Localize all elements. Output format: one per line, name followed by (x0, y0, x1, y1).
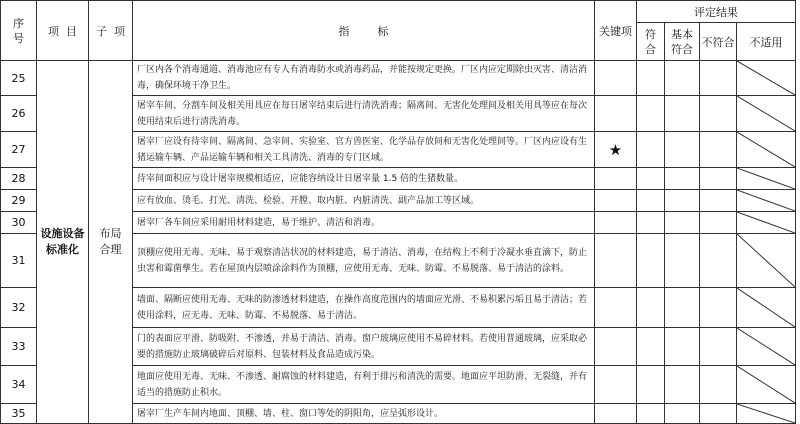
sub-item-cell: 布局 合理 (89, 61, 133, 424)
key-cell (595, 328, 637, 366)
indicator-text: 应有放血、烫毛、打光、清洗、检验、开膛、取内脏、内脏清洗、副产品加工等区域。 (133, 190, 595, 212)
indicator-text: 顶棚应使用无毒、无味、易于观察清洁状况的材料建造，易于清洁、消毒，在结构上不利于冷凝水垂直滴下，防止虫害和霉菌孳生。若在屋顶内层喷涂涂料作为顶棚，应使用无毒、无味、防霉、不易脱落、易于清洁的涂料。 (133, 234, 595, 288)
nonconform-cell[interactable] (700, 234, 737, 288)
row-number: 28 (1, 168, 37, 190)
item-cell: 设施设备 标准化 (37, 61, 89, 424)
header-key: 关键项 (595, 1, 637, 61)
conform-cell[interactable] (637, 96, 665, 132)
row-number: 27 (1, 132, 37, 168)
row-number: 33 (1, 328, 37, 366)
diagonal-line-icon (737, 132, 795, 167)
diagonal-line-icon (737, 212, 795, 233)
basic-conform-cell[interactable] (665, 212, 700, 234)
row-number: 29 (1, 190, 37, 212)
basic-conform-cell[interactable] (665, 404, 700, 424)
diagonal-line-icon (737, 190, 795, 211)
nonconform-cell[interactable] (700, 168, 737, 190)
basic-conform-cell[interactable] (665, 288, 700, 328)
conform-cell[interactable] (637, 132, 665, 168)
conform-cell[interactable] (637, 328, 665, 366)
indicator-text: 屠宰厂应设有待宰间、隔离间、急宰间、实验室、官方兽医室、化学品存放间和无害化处理间等。厂区内应设有生猪运输车辆、产品运输车辆和相关工具清洗、消毒的专门区域。 (133, 132, 595, 168)
header-eval: 评定结果 (637, 1, 796, 23)
conform-cell[interactable] (637, 288, 665, 328)
key-cell (595, 212, 637, 234)
indicator-text: 屠宰车间、分割车间及相关用具应在每日屠宰结束后进行清洗消毒；隔离间、无害化处理间及相关用具等应在每次使用结束后进行清洗消毒。 (133, 96, 595, 132)
nonconform-cell[interactable] (700, 366, 737, 404)
row-number: 30 (1, 212, 37, 234)
nonconform-cell[interactable] (700, 61, 737, 96)
nonconform-cell[interactable] (700, 212, 737, 234)
nonconform-cell[interactable] (700, 404, 737, 424)
conform-cell[interactable] (637, 404, 665, 424)
row-number: 25 (1, 61, 37, 96)
na-cell[interactable] (737, 132, 796, 168)
basic-conform-cell[interactable] (665, 366, 700, 404)
nonconform-cell[interactable] (700, 328, 737, 366)
basic-conform-cell[interactable] (665, 132, 700, 168)
key-cell (595, 190, 637, 212)
header-seq: 序 号 (1, 1, 37, 61)
diagonal-line-icon (737, 61, 795, 95)
key-cell (595, 96, 637, 132)
nonconform-cell[interactable] (700, 96, 737, 132)
nonconform-cell[interactable] (700, 288, 737, 328)
key-cell (595, 404, 637, 424)
key-cell (595, 366, 637, 404)
indicator-text: 屠宰厂各车间应采用耐用材料建造，易于维护、清洁和消毒。 (133, 212, 595, 234)
basic-conform-cell[interactable] (665, 61, 700, 96)
key-cell (595, 234, 637, 288)
na-cell[interactable] (737, 190, 796, 212)
conform-cell[interactable] (637, 234, 665, 288)
diagonal-line-icon (737, 96, 795, 131)
conform-cell[interactable] (637, 61, 665, 96)
na-cell[interactable] (737, 366, 796, 404)
basic-conform-cell[interactable] (665, 96, 700, 132)
key-cell (595, 288, 637, 328)
header-conform: 符 合 (637, 23, 665, 61)
conform-cell[interactable] (637, 168, 665, 190)
diagonal-line-icon (737, 168, 795, 189)
indicator-text: 门的表面应平滑、防吸附、不渗透，并易于清洁、消毒。窗户玻璃应使用不易碎材料。若使用普通玻璃，应采取必要的措施防止玻璃破碎后对原料、包装材料及食品造成污染。 (133, 328, 595, 366)
na-cell[interactable] (737, 168, 796, 190)
basic-conform-cell[interactable] (665, 190, 700, 212)
header-indicator: 指 标 (133, 1, 595, 61)
nonconform-cell[interactable] (700, 132, 737, 168)
basic-conform-cell[interactable] (665, 234, 700, 288)
diagonal-line-icon (737, 288, 795, 327)
header-na: 不适用 (737, 23, 796, 61)
basic-conform-cell[interactable] (665, 168, 700, 190)
row-number: 31 (1, 234, 37, 288)
header-basic: 基本 符合 (665, 23, 700, 61)
nonconform-cell[interactable] (700, 190, 737, 212)
header-item: 项 目 (37, 1, 89, 61)
row-number: 32 (1, 288, 37, 328)
key-star-icon: ★ (595, 132, 637, 168)
indicator-text: 待宰间面积应与设计屠宰规模相适应，应能容纳设计日屠宰量 1.5 倍的生猪数量。 (133, 168, 595, 190)
key-cell (595, 168, 637, 190)
na-cell[interactable] (737, 61, 796, 96)
na-cell[interactable] (737, 288, 796, 328)
conform-cell[interactable] (637, 366, 665, 404)
key-cell (595, 61, 637, 96)
diagonal-line-icon (737, 328, 795, 365)
indicator-text: 屠宰厂生产车间内地面、顶棚、墙、柱、窗口等处的阴阳角，应呈弧形设计。 (133, 404, 595, 424)
na-cell[interactable] (737, 96, 796, 132)
row-number: 34 (1, 366, 37, 404)
indicator-text: 地面应使用无毒、无味、不渗透、耐腐蚀的材料建造，有利于排污和清洗的需要。地面应平坦防滑、无裂缝，并有适当的措施防止积水。 (133, 366, 595, 404)
header-sub: 子 项 (89, 1, 133, 61)
row-number: 35 (1, 404, 37, 424)
row-number: 26 (1, 96, 37, 132)
basic-conform-cell[interactable] (665, 328, 700, 366)
conform-cell[interactable] (637, 190, 665, 212)
diagonal-line-icon (737, 234, 795, 287)
na-cell[interactable] (737, 328, 796, 366)
na-cell[interactable] (737, 234, 796, 288)
conform-cell[interactable] (637, 212, 665, 234)
header-nonconform: 不符合 (700, 23, 737, 61)
diagonal-line-icon (737, 366, 795, 403)
na-cell[interactable] (737, 212, 796, 234)
na-cell[interactable] (737, 404, 796, 424)
indicator-text: 厂区内各个消毒通道、消毒池应有专人有消毒防水或消毒药品，并能按规定更换。厂区内应定期除虫灭害、清洁消毒，确保环境干净卫生。 (133, 61, 595, 96)
diagonal-line-icon (737, 404, 795, 423)
table-row (1, 61, 796, 96)
indicator-text: 墙面、隔断应使用无毒、无味的防渗透材料建造，在操作高度范围内的墙面应光滑、不易积累污垢且易于清洁；若使用涂料，应无毒、无味、防霉、不易脱落、易于清洁。 (133, 288, 595, 328)
